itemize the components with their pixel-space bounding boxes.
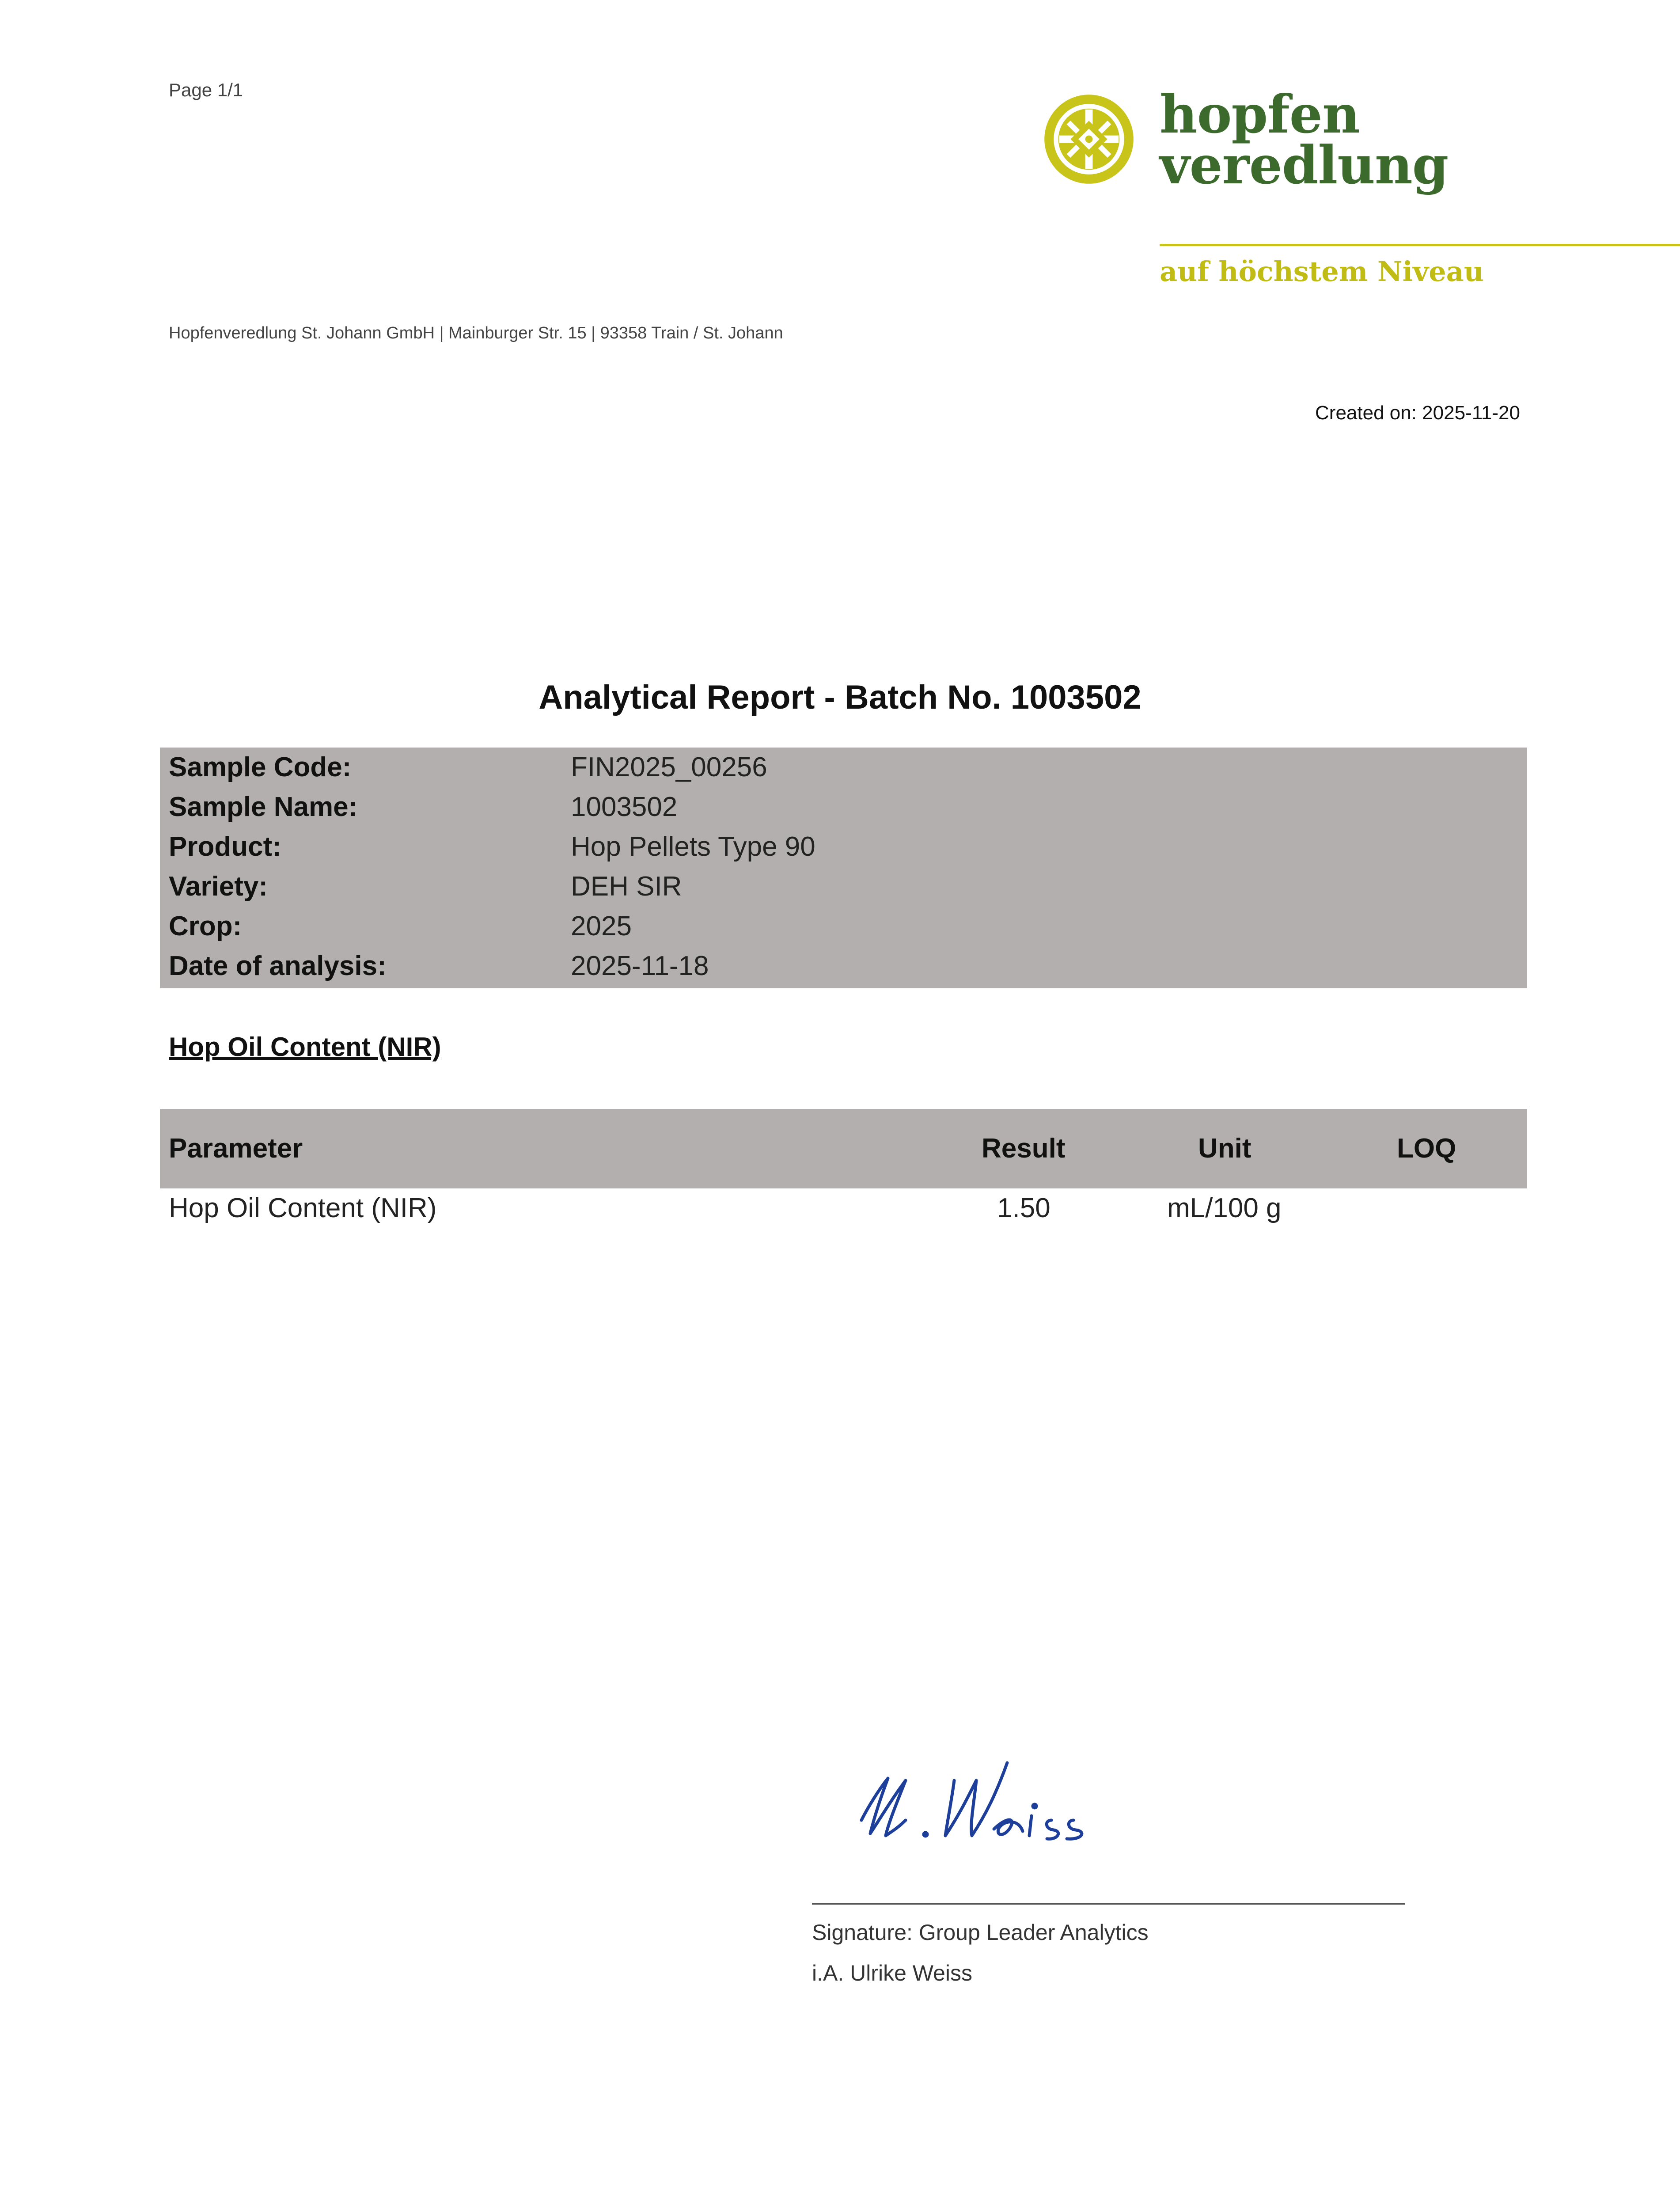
brand-name-line1: hopfen <box>1160 84 1360 145</box>
header-parameter: Parameter <box>169 1133 303 1164</box>
info-label: Sample Name: <box>169 792 358 822</box>
created-date: Created on: 2025-11-20 <box>1315 402 1520 424</box>
page-number: Page 1/1 <box>169 80 243 100</box>
results-table-header <box>160 1109 1527 1188</box>
info-label: Product: <box>169 831 281 862</box>
info-value: DEH SIR <box>571 871 682 902</box>
info-value: FIN2025_00256 <box>571 752 767 782</box>
info-value: Hop Pellets Type 90 <box>571 831 815 862</box>
signature-role: Signature: Group Leader Analytics <box>812 1920 1149 1945</box>
section-title: Hop Oil Content (NIR) <box>169 1032 441 1062</box>
brand-divider <box>1160 244 1680 246</box>
info-label: Variety: <box>169 871 268 902</box>
info-label: Sample Code: <box>169 752 352 782</box>
info-label: Date of analysis: <box>169 951 387 981</box>
table-row <box>160 1188 1527 1228</box>
brand-tagline: auf höchstem Niveau <box>1160 255 1484 288</box>
info-value: 2025-11-18 <box>571 951 709 981</box>
report-title: Analytical Report - Batch No. 1003502 <box>539 679 1141 716</box>
cell-unit: mL/100 g <box>1167 1193 1282 1223</box>
handwritten-signature <box>844 1754 1153 1856</box>
header-result: Result <box>982 1133 1066 1164</box>
info-value: 1003502 <box>571 792 678 822</box>
info-label: Crop: <box>169 911 242 941</box>
brand-name-line2: veredlung <box>1160 134 1449 196</box>
info-value: 2025 <box>571 911 632 941</box>
cell-result: 1.50 <box>997 1193 1050 1223</box>
header-loq: LOQ <box>1397 1133 1456 1164</box>
hop-cone-logo-icon <box>1043 93 1135 186</box>
sender-address-line: Hopfenveredlung St. Johann GmbH | Mainburger Str. 15 | 93358 Train / St. Johann <box>169 324 783 342</box>
signatory-name: i.A. Ulrike Weiss <box>812 1961 973 1985</box>
cell-parameter: Hop Oil Content (NIR) <box>169 1193 437 1223</box>
sample-info-box <box>160 748 1527 988</box>
signature-line <box>812 1903 1405 1905</box>
header-unit: Unit <box>1198 1133 1251 1164</box>
